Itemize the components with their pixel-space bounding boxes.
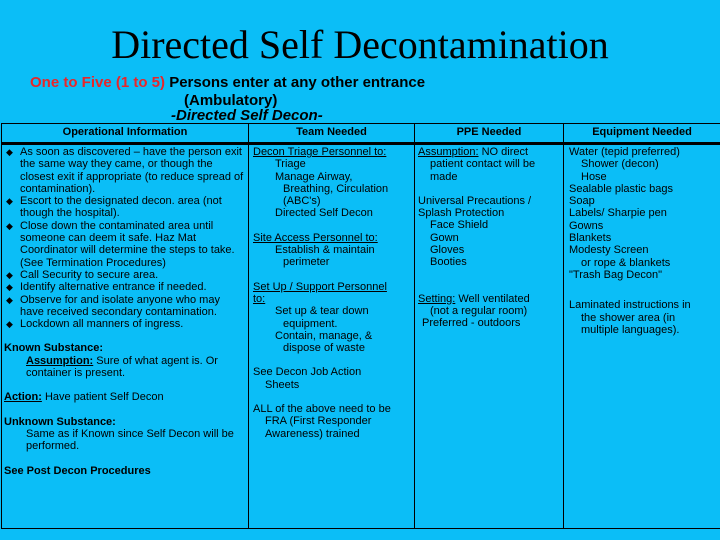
list-item: ◆ Observe for and isolate anyone who may have received secondary contamination. (6, 293, 220, 318)
list-item: Set up & tear down (275, 305, 369, 318)
subtitle-count: One to Five (1 to 5) (30, 74, 166, 91)
known-substance-heading: Known Substance: (4, 342, 104, 355)
list-item: or rope & blankets (581, 256, 671, 269)
action-line: Action: Have patient Self Decon (4, 391, 164, 404)
header-team: Team Needed (296, 126, 367, 138)
setup-heading: Set Up / Support Personnel (253, 280, 387, 293)
header-operational: Operational Information (62, 126, 188, 138)
list-item: Labels/ Sharpie pen (569, 207, 667, 220)
diamond-bullet-icon: ◆ (6, 147, 13, 157)
column-divider (563, 124, 564, 528)
operational-list (4, 146, 244, 330)
subtitle-line-3: -Directed Self Decon- (171, 107, 323, 124)
list-item: Breathing, Circulation (283, 182, 389, 195)
fra-line: FRA (First Responder (265, 415, 372, 428)
equipment-column (569, 146, 717, 336)
ppe-setting: Setting: Well ventilated (418, 292, 530, 305)
list-item: Triage (275, 158, 306, 171)
list-item: Directed Self Decon (275, 207, 373, 220)
operational-column (4, 146, 244, 477)
table-header-row (2, 124, 720, 145)
diamond-bullet-icon: ◆ (6, 294, 13, 305)
diamond-bullet-icon: ◆ (6, 319, 13, 330)
setup-to: to: (253, 292, 266, 305)
header-ppe: PPE Needed (456, 126, 522, 138)
list-item: Soap (569, 195, 595, 208)
list-item: Blankets (569, 232, 612, 245)
sheets-line: Sheets (265, 378, 300, 391)
list-item: Hose (581, 170, 607, 183)
list-item: (ABC's) (283, 195, 321, 208)
subtitle-line-1 (30, 74, 425, 91)
list-item: made (430, 170, 458, 183)
list-item: Water (tepid preferred) (569, 146, 680, 158)
list-item: Gowns (569, 219, 604, 232)
universal-precautions: Universal Precautions / (418, 194, 532, 207)
list-item: "Trash Bag Decon" (569, 268, 663, 281)
diamond-bullet-icon: ◆ (6, 220, 13, 231)
list-item: Gloves (430, 244, 465, 257)
list-item: Gown (430, 231, 459, 244)
header-equipment: Equipment Needed (592, 126, 692, 138)
list-item: Preferred - outdoors (422, 317, 521, 330)
laminated-line: Laminated instructions in (569, 299, 691, 312)
list-item: patient contact will be (430, 158, 536, 171)
list-item: Modesty Screen (569, 244, 649, 257)
list-item: ◆ Close down the contaminated area until someone can deem it safe. Haz Mat Coordinator will determine the steps to take. (See Termination Procedures) (6, 219, 235, 269)
column-divider (414, 124, 415, 528)
subtitle-entrance: Persons enter at any other entrance (169, 74, 426, 91)
unknown-substance-heading: Unknown Substance: (4, 415, 116, 428)
diamond-bullet-icon: ◆ (6, 282, 13, 293)
all-above-line: ALL of the above need to be (253, 403, 391, 416)
decon-table (1, 123, 720, 529)
column-divider (248, 124, 249, 528)
list-item: equipment. (283, 317, 338, 330)
list-item: (not a regular room) (430, 304, 528, 317)
list-item: Shower (decon) (581, 158, 659, 171)
list-item: ◆ Identify alternative entrance if needed. (6, 281, 207, 294)
list-item: dispose of waste (283, 342, 365, 355)
list-item: Contain, manage, & (275, 329, 373, 342)
slide-title: Directed Self Decontamination (111, 22, 609, 67)
see-decon-job-action: See Decon Job Action (253, 366, 362, 379)
list-item: ◆ Lockdown all manners of ingress. (6, 318, 184, 331)
ppe-assumption: Assumption: NO direct (418, 146, 529, 158)
list-item: ◆ Escort to the designated decon. area (not though the hospital). (6, 195, 222, 220)
splash-protection: Splash Protection (418, 207, 505, 220)
laminated-line: multiple languages). (581, 323, 680, 336)
list-item: ◆ As soon as discovered – have the person exit the same way they came, or though the closest exit if appropriate (to reduce spread of contamination). (6, 146, 244, 195)
diamond-bullet-icon: ◆ (6, 196, 13, 207)
list-item: Manage Airway, (275, 170, 353, 183)
diamond-bullet-icon: ◆ (6, 269, 13, 280)
site-access-heading: Site Access Personnel to: (253, 231, 378, 244)
known-assumption: Assumption: Sure of what agent is. Or container is present. (26, 354, 218, 380)
unknown-text: Same as if Known since Self Decon will be performed. (26, 427, 234, 453)
triage-heading: Decon Triage Personnel to: (253, 146, 387, 158)
team-column (253, 146, 411, 440)
see-post-decon: See Post Decon Procedures (4, 464, 151, 477)
list-item: Sealable plastic bags (569, 182, 673, 195)
ppe-column (418, 146, 561, 330)
subtitle-line-2: (Ambulatory) (184, 92, 278, 109)
laminated-line: the shower area (in (581, 311, 676, 324)
list-item: Booties (430, 256, 467, 269)
list-item: ◆ Call Security to secure area. (6, 268, 159, 281)
awareness-line: Awareness) trained (265, 427, 360, 440)
list-item: Face Shield (430, 219, 489, 232)
list-item: Establish & maintain (275, 244, 375, 257)
list-item: perimeter (283, 256, 330, 269)
